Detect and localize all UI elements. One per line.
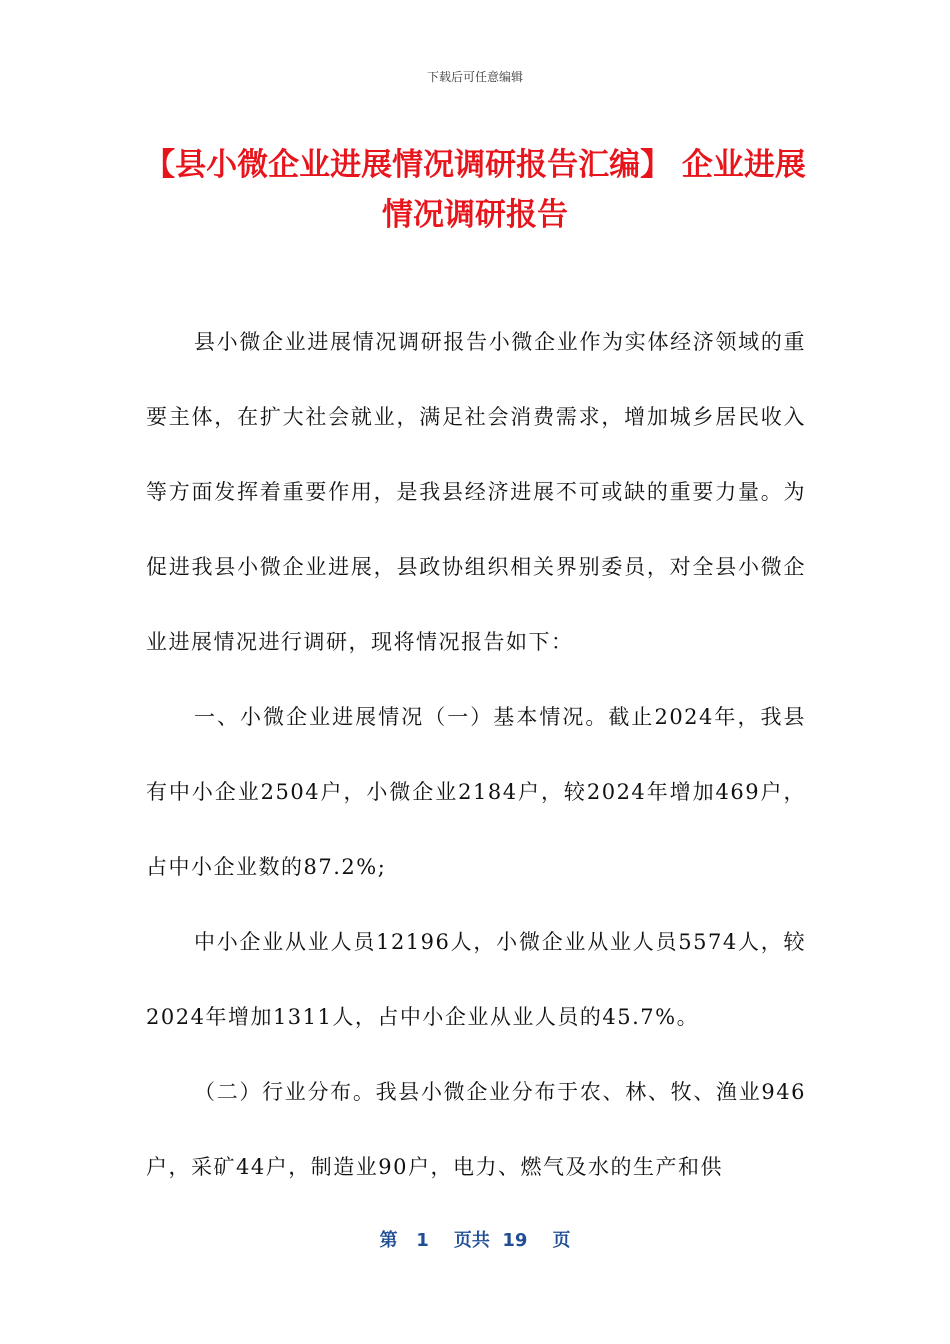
paragraph: （二）行业分布。我县小微企业分布于农、林、牧、渔业946户，采矿44户，制造业90户，电力、燃气及水的生产和供 [146,1080,806,1179]
page-label-prefix: 第 [379,1230,398,1251]
paragraph: 一、小微企业进展情况（一）基本情况。截止2024年，我县有中小企业2504户，小微企业2184户，较2024年增加469户，占中小企业数的87.2%; [146,705,806,879]
document-body [146,305,806,1205]
page-footer [0,1226,950,1252]
paragraph: 县小微企业进展情况调研报告小微企业作为实体经济领域的重要主体，在扩大社会就业，满足社会消费需求，增加城乡居民收入等方面发挥着重要作用，是我县经济进展不可或缺的重要力量。为促进我县小微企业进展，县政协组织相关界别委员，对全县小微企业进展情况进行调研，现将情况报告如下： [146,330,806,654]
page-number: 1 [416,1230,429,1251]
page-label-suffix: 页 [552,1230,571,1251]
header-note: 下载后可任意编辑 [426,70,523,84]
paragraph: 中小企业从业人员12196人，小微企业从业人员5574人，较2024年增加1311人，占中小企业从业人员的45.7%。 [146,930,806,1029]
total-pages: 19 [502,1230,528,1251]
document-title: 【县小微企业进展情况调研报告汇编】 企业进展情况调研报告 [144,147,806,233]
page-label-mid: 页共 [453,1230,490,1251]
